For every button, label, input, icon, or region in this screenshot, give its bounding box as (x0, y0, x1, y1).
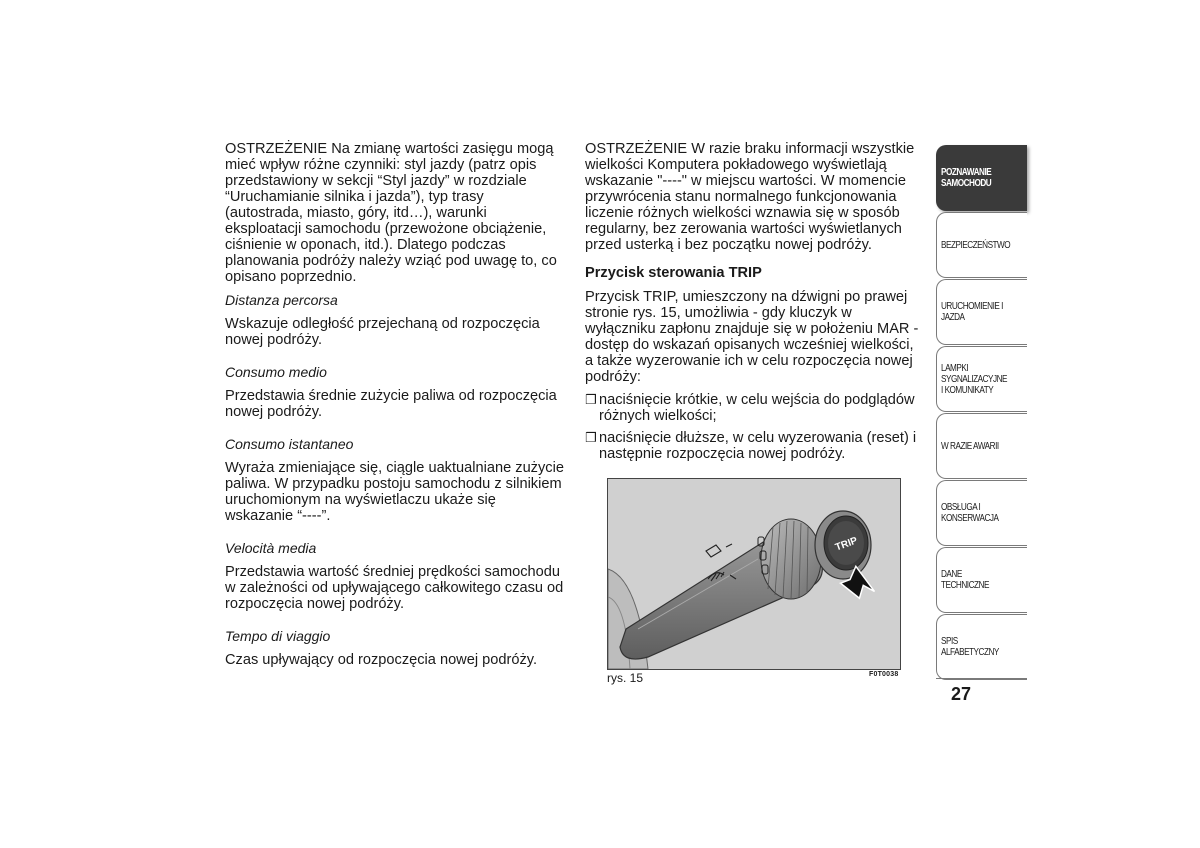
heading-distanza-percorsa: Distanza percorsa (225, 292, 338, 308)
tab-uruchomienie-i-jazda[interactable] (936, 279, 1027, 345)
heading-velocita-media: Velocità media (225, 540, 317, 556)
checkbox-bullet-icon: ❒ (585, 430, 597, 445)
page-number: 27 (951, 684, 972, 704)
tab-label: LAMPKI SYGNALIZACYJNE I KOMUNIKATY (941, 362, 1008, 396)
heading-consumo-medio: Consumo medio (225, 364, 327, 380)
tabs-divider (936, 678, 1027, 679)
tab-label: OBSŁUGA I KONSERWACJA (941, 502, 999, 524)
lever-illustration (608, 479, 900, 669)
checkbox-bullet-icon: ❒ (585, 392, 597, 407)
trip-button-label: TRIP (833, 535, 860, 554)
heading-tempo-di-viaggio: Tempo di viaggio (225, 628, 331, 644)
bullet-long-press: naciśnięcie dłuższe, w celu wyzerowania (reset) i następnie rozpoczęcia nowej podróży. (599, 430, 917, 462)
paragraph-trip-button: Przycisk TRIP, umieszczony na dźwigni po prawej stronie rys. 15, umożliwia - gdy kluczyk w wyłączniku zapłonu znajduje się w położeniu MAR - dostęp do wskazań opisanych wcześniej wielkości, a także wyzerowanie ich w celu rozpoczęcia nowej podróży: (585, 289, 919, 385)
tab-lampki-sygnalizacyjne[interactable] (936, 346, 1027, 412)
paragraph-instant-consumption: Wyraża zmieniające się, ciągle uaktualniane zużycie paliwa. W przypadku postoju samochodu z silnikiem uruchomionym na wyświetlaczu ukaże się wskazanie “----”. (225, 460, 564, 524)
chapter-tabs (936, 145, 1027, 681)
warning-paragraph-range: OSTRZEŻENIE Na zmianę wartości zasięgu mogą mieć wpływ różne czynniki: styl jazdy (patrz opis przedstawiony w sekcji “Styl jazdy” w rozdziale “Uruchamianie silnika i jazda”), typ trasy (autostrada, miasto, góry, itd…), warunki eksploatacji samochodu (przewożone obciążenie, ciśnienie w oponach, itd.). Dlatego podczas planowania podróży należy wziąć pod uwagę to, co opisano poprzednio. (225, 141, 557, 285)
bullet-short-press: naciśnięcie krótkie, w celu wejścia do podglądów różnych wielkości; (599, 392, 915, 424)
paragraph-travel-time: Czas upływający od rozpoczęcia nowej podróży. (225, 652, 538, 668)
paragraph-average-consumption: Przedstawia średnie zużycie paliwa od rozpoczęcia nowej podróży. (225, 388, 557, 420)
tab-w-razie-awarii[interactable] (936, 413, 1027, 479)
tab-label: BEZPIECZEŃSTWO (941, 239, 1011, 251)
tab-obsluga-i-konserwacja[interactable] (936, 480, 1027, 546)
figure-trip-lever (607, 478, 901, 670)
tab-label: SPIS ALFABETYCZNY (941, 636, 999, 658)
figure-code: F0T0038 (869, 671, 899, 678)
tab-poznawanie-samochodu[interactable] (936, 145, 1027, 211)
figure-caption: rys. 15 (607, 671, 644, 685)
paragraph-average-speed: Przedstawia wartość średniej prędkości samochodu w zależności od upływającego całkowitego czasu od rozpoczęcia nowej podróży. (225, 564, 564, 612)
tab-label: POZNAWANIE SAMOCHODU (941, 167, 992, 189)
tab-dane-techniczne[interactable] (936, 547, 1027, 613)
warning-paragraph-no-info: OSTRZEŻENIE W razie braku informacji wszystkie wielkości Komputera pokładowego wyświetlają wskazanie "----" w miejscu wartości. W momencie przywrócenia stanu normalnego funkcjonowania liczenie różnych wielkości wznawia się w sposób regularny, bez zerowania wartości wyświetlanych przed usterką i bez początku nowej podróży. (585, 141, 915, 253)
tab-bezpieczenstwo[interactable] (936, 212, 1027, 278)
tab-label: W RAZIE AWARII (941, 440, 999, 452)
tab-label: URUCHOMIENIE I JAZDA (941, 301, 1003, 323)
paragraph-distance: Wskazuje odległość przejechaną od rozpoczęcia nowej podróży. (225, 316, 540, 348)
tab-spis-alfabetyczny[interactable] (936, 614, 1027, 680)
tab-label: DANE TECHNICZNE (941, 569, 989, 591)
list-item (585, 392, 922, 424)
heading-trip-button: Przycisk sterowania TRIP (585, 265, 762, 281)
left-column (225, 141, 565, 675)
right-column (585, 141, 922, 468)
heading-consumo-istantaneo: Consumo istantaneo (225, 436, 354, 452)
list-item (585, 430, 922, 462)
